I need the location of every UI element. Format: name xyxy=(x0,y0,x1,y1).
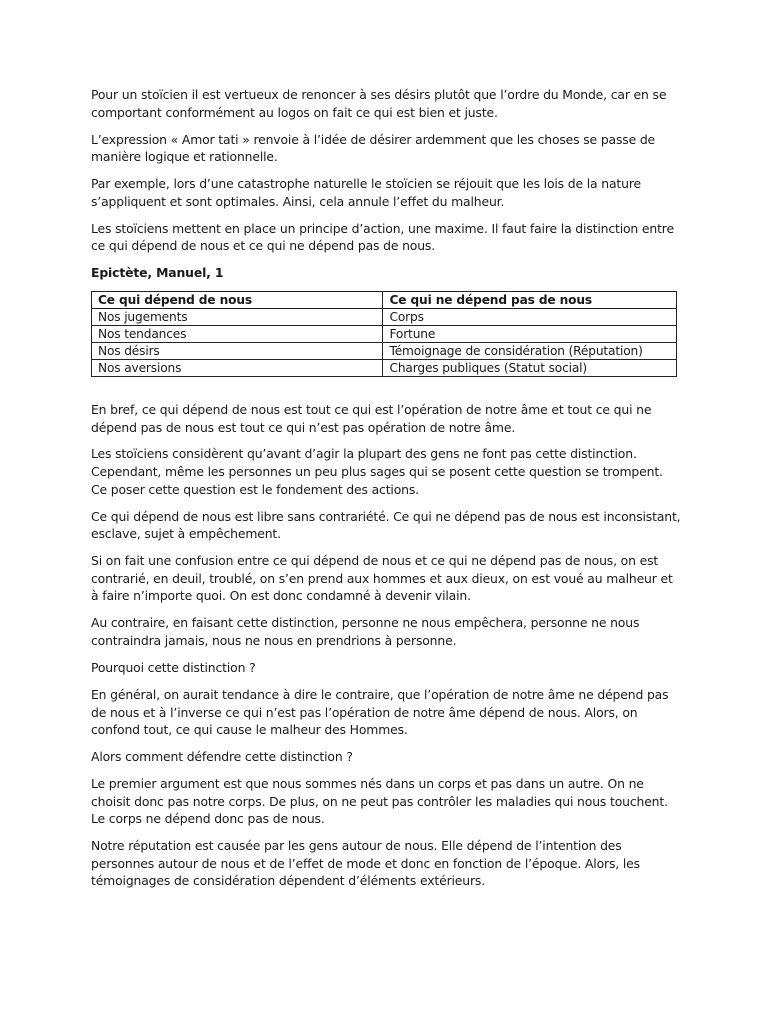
document-page xyxy=(91,86,681,899)
column-header: Ce qui dépend de nous xyxy=(92,291,383,308)
question-line: Alors comment défendre cette distinction ? xyxy=(91,749,353,765)
section-heading: Epictète, Manuel, 1 xyxy=(91,265,224,281)
table-cell: Corps xyxy=(383,308,677,325)
paragraph: L’expression « Amor tati » renvoie à l’idée de désirer ardemment que les choses se passe de manière logique et rationnelle. xyxy=(91,131,656,165)
question-line: Pourquoi cette distinction ? xyxy=(91,659,256,675)
table-cell: Nos désirs xyxy=(92,342,383,359)
table-cell: Nos aversions xyxy=(92,359,383,376)
paragraph: Si on fait une confusion entre ce qui dépend de nous et ce qui ne dépend pas de nous, on est contrarié, en deuil, troublé, on s’en prend aux hommes et aux dieux, on est voué au malheur et à faire n’importe quoi. On est donc condamné à devenir vilain. xyxy=(91,553,673,604)
table-cell: Nos jugements xyxy=(92,308,383,325)
paragraph: En bref, ce qui dépend de nous est tout ce qui est l’opération de notre âme et tout ce qui ne dépend pas de nous est tout ce qui n’est pas opération de notre âme. xyxy=(91,401,652,435)
paragraph: En général, on aurait tendance à dire le contraire, que l’opération de notre âme ne dépend pas de nous et à l’inverse ce qui n’est pas l’opération de notre âme dépend de nous. Alors, on confond tout, ce qui cause le malheur des Hommes. xyxy=(91,686,669,738)
paragraph: Le premier argument est que nous sommes nés dans un corps et pas dans un autre. On ne choisit donc pas notre corps. De plus, on ne peut pas contrôler les maladies qui nous touchent. Le corps ne dépend donc pas de nous. xyxy=(91,776,668,827)
table-cell: Nos tendances xyxy=(92,325,383,342)
paragraph: Les stoïciens considèrent qu’avant d’agir la plupart des gens ne font pas cette distinction. Cependant, même les personnes un peu plus sages qui se posent cette question se trompent. Ce poser cette question est le fondement des actions. xyxy=(91,446,663,497)
table-row xyxy=(92,342,677,359)
table-row xyxy=(92,308,677,325)
table-row xyxy=(92,325,677,342)
distinction-table xyxy=(91,291,677,377)
paragraph: Par exemple, lors d’une catastrophe naturelle le stoïcien se réjouit que les lois de la nature s’appliquent et sont optimales. Ainsi, cela annule l’effet du malheur. xyxy=(91,176,641,209)
table-header-row xyxy=(92,291,677,308)
table-cell: Témoignage de considération (Réputation) xyxy=(383,342,677,359)
table-row xyxy=(92,359,677,376)
paragraph: Les stoïciens mettent en place un principe d’action, une maxime. Il faut faire la distinction entre ce qui dépend de nous et ce qui ne dépend pas de nous. xyxy=(91,220,674,254)
paragraph: Pour un stoïcien il est vertueux de renoncer à ses désirs plutôt que l’ordre du Monde, car en se comportant conformément au logos on fait ce qui est bien et juste. xyxy=(91,87,667,120)
column-header: Ce qui ne dépend pas de nous xyxy=(383,291,677,308)
paragraph: Ce qui dépend de nous est libre sans contrariété. Ce qui ne dépend pas de nous est inconsistant, esclave, sujet à empêchement. xyxy=(91,508,681,542)
paragraph: Au contraire, en faisant cette distinction, personne ne nous empêchera, personne ne nous contraindra jamais, nous ne nous en prendrions à personne. xyxy=(91,615,640,648)
paragraph: Notre réputation est causée par les gens autour de nous. Elle dépend de l’intention des personnes autour de nous et de l’effet de mode et donc en fonction de l’époque. Alors, les témoignages de considération dépendent d’éléments extérieurs. xyxy=(91,838,640,889)
table-cell: Fortune xyxy=(383,325,677,342)
table-cell: Charges publiques (Statut social) xyxy=(383,359,677,376)
